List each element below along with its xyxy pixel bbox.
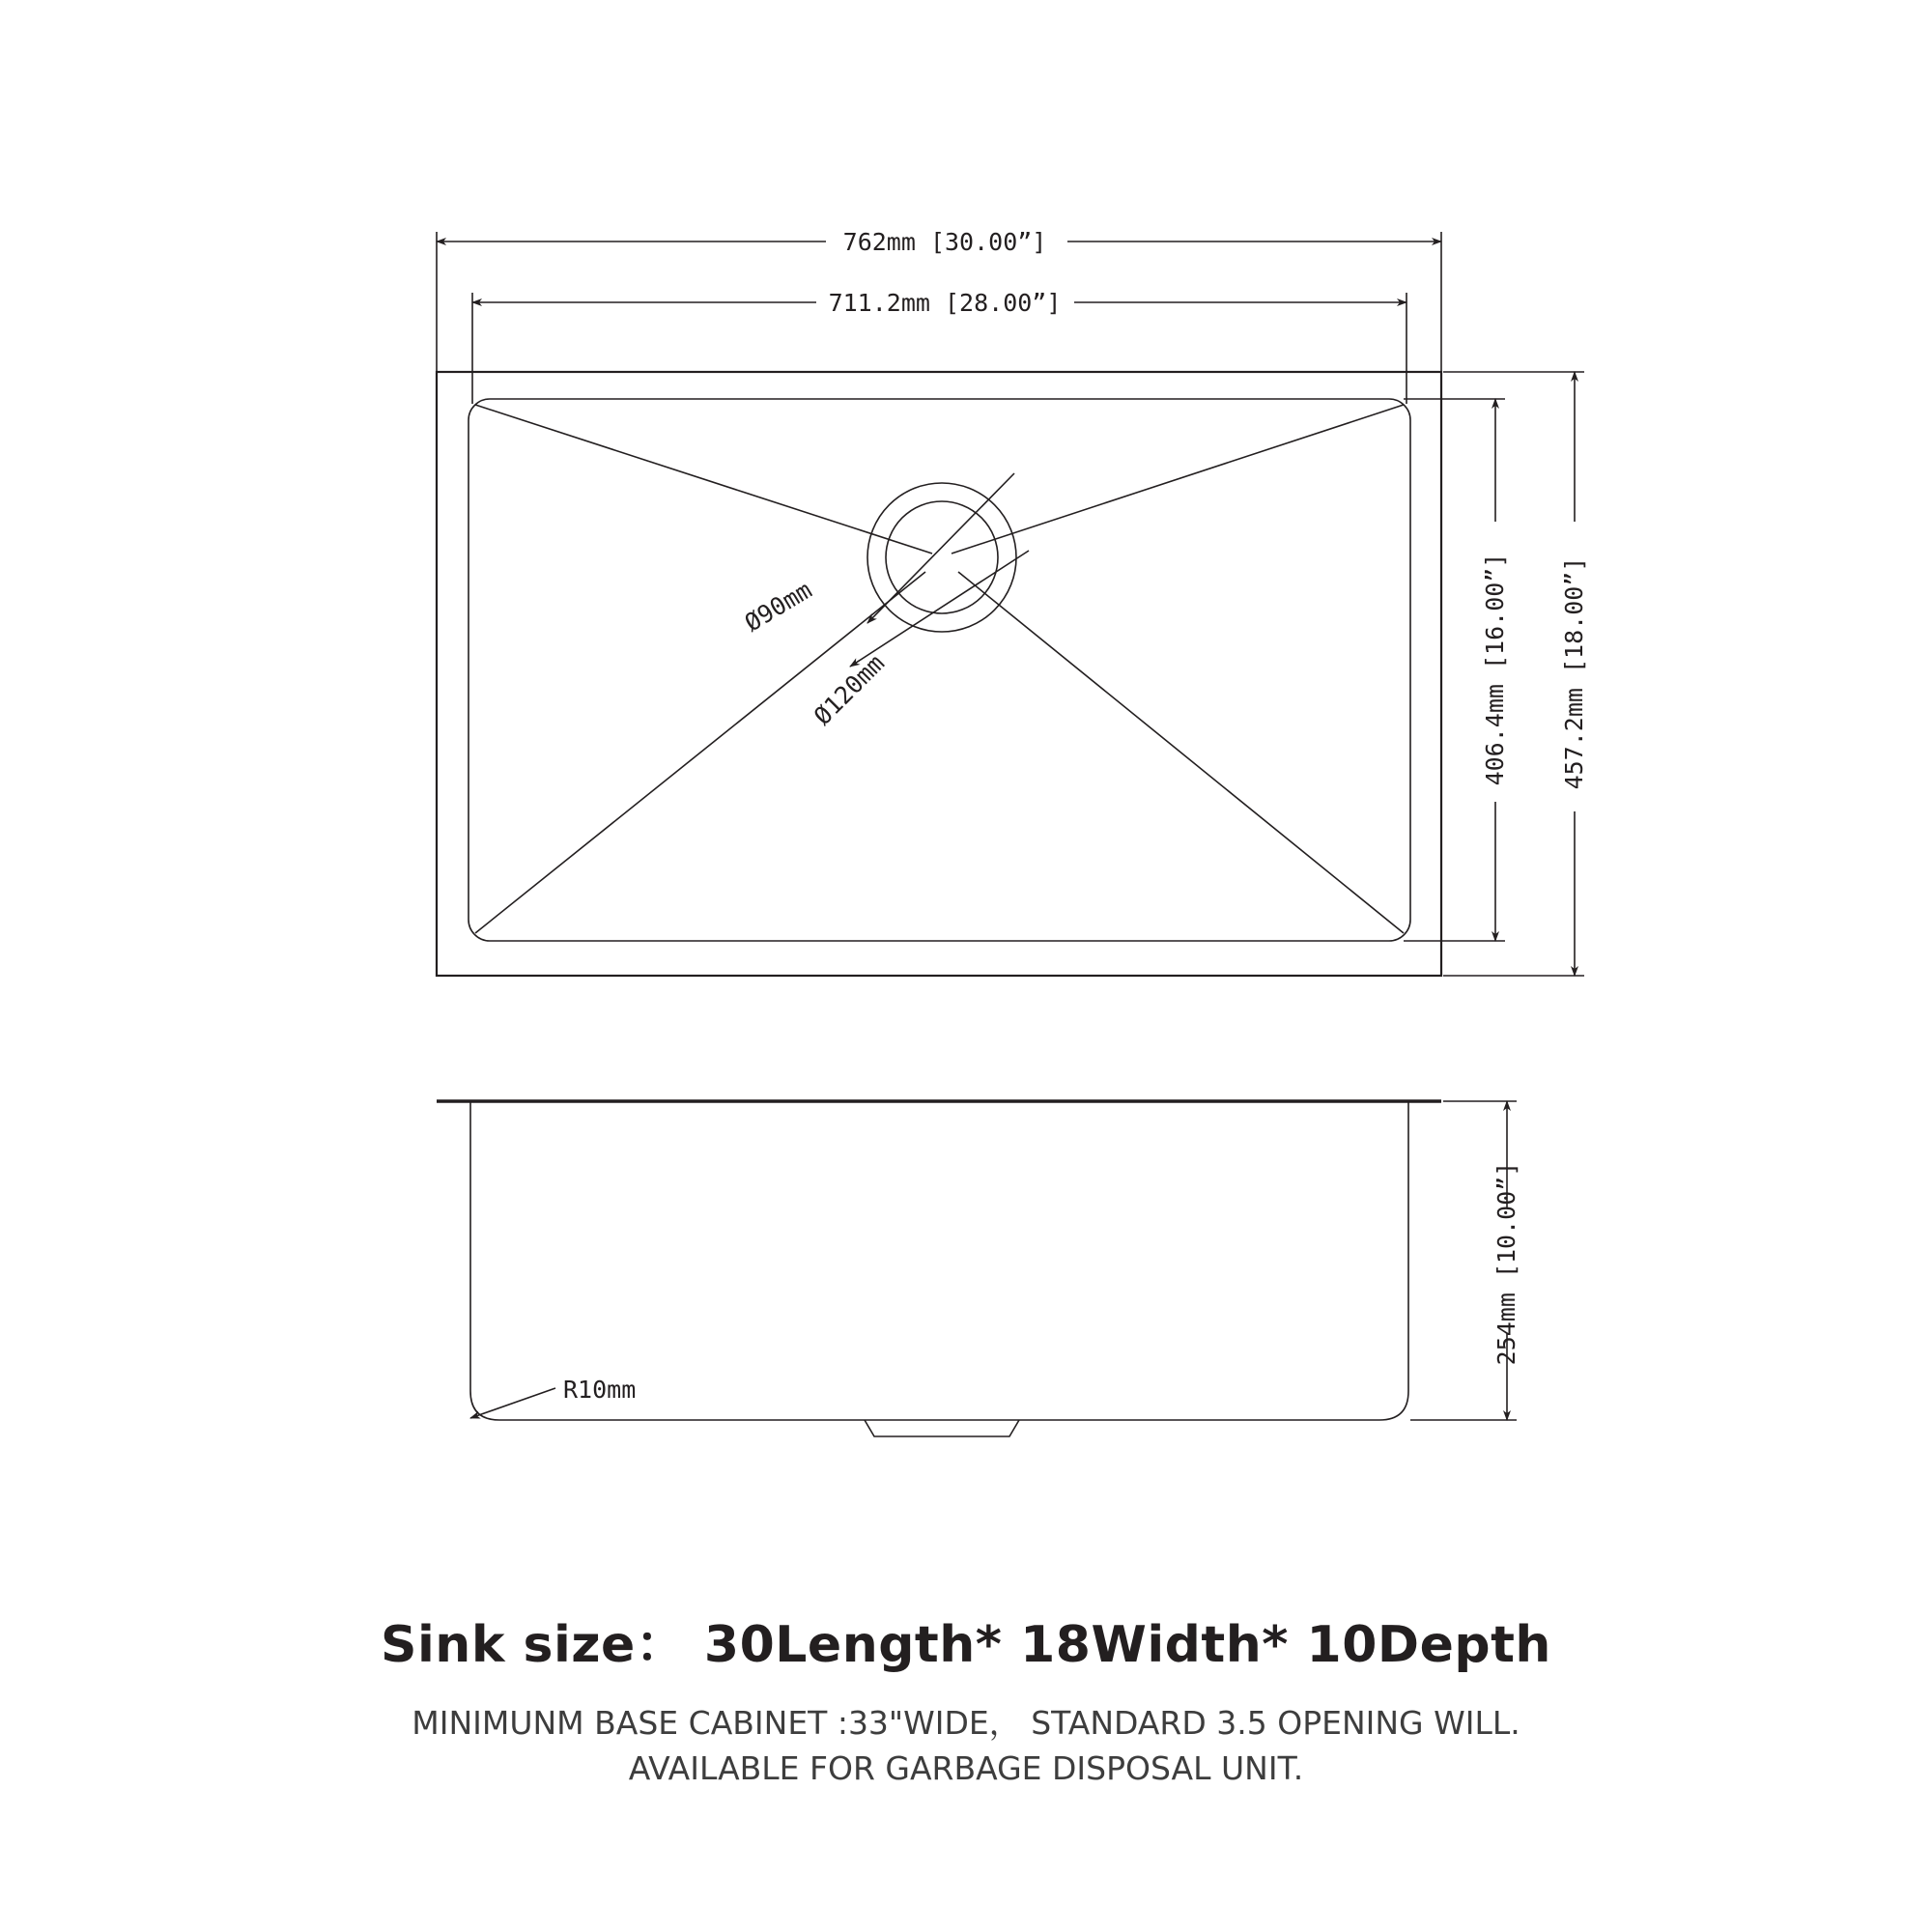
basin-taper-lines bbox=[475, 405, 1404, 933]
sink-rim-outline bbox=[437, 372, 1441, 976]
sink-bowl-outline bbox=[469, 399, 1410, 941]
front-view-body-outline bbox=[470, 1101, 1408, 1420]
dim-overall-width-label: 762mm [30.00”] bbox=[842, 228, 1047, 256]
dim-overall-depth bbox=[1443, 372, 1588, 976]
cabinet-note-line-2: AVAILABLE FOR GARBAGE DISPOSAL UNIT. bbox=[628, 1748, 1304, 1787]
dim-bowl-depth bbox=[1404, 399, 1509, 941]
drain-inner-circle bbox=[886, 501, 998, 613]
dim-overall-depth-label: 457.2mm [18.00”] bbox=[1560, 556, 1588, 790]
drain-leader-lines bbox=[850, 473, 1029, 667]
dim-bowl-width bbox=[472, 289, 1406, 404]
dim-bowl-width-label: 711.2mm [28.00”] bbox=[828, 289, 1062, 317]
dim-front-depth bbox=[1410, 1101, 1520, 1420]
radius-leader bbox=[470, 1388, 555, 1418]
dim-front-depth-label: 254mm [10.00”] bbox=[1492, 1161, 1520, 1366]
radius-label: R10mm bbox=[563, 1376, 637, 1404]
cabinet-note-line-1: MINIMUNM BASE CABINET :33"WIDE， STANDARD 3.5 OPENING WILL. bbox=[412, 1704, 1520, 1742]
top-view-group bbox=[437, 228, 1588, 976]
drain-inner-label: Ø90mm bbox=[739, 575, 817, 638]
caption-block bbox=[0, 1604, 1932, 1792]
dim-bowl-depth-label: 406.4mm [16.00”] bbox=[1481, 553, 1509, 786]
drain-outer-label: Ø120mm bbox=[808, 648, 891, 731]
front-view-drain-bump bbox=[865, 1420, 1019, 1436]
front-view-group bbox=[437, 1101, 1520, 1436]
drain-outer-circle bbox=[867, 483, 1016, 632]
sink-size-caption: Sink size： 30Length* 18Width* 10Depth bbox=[381, 1616, 1551, 1674]
